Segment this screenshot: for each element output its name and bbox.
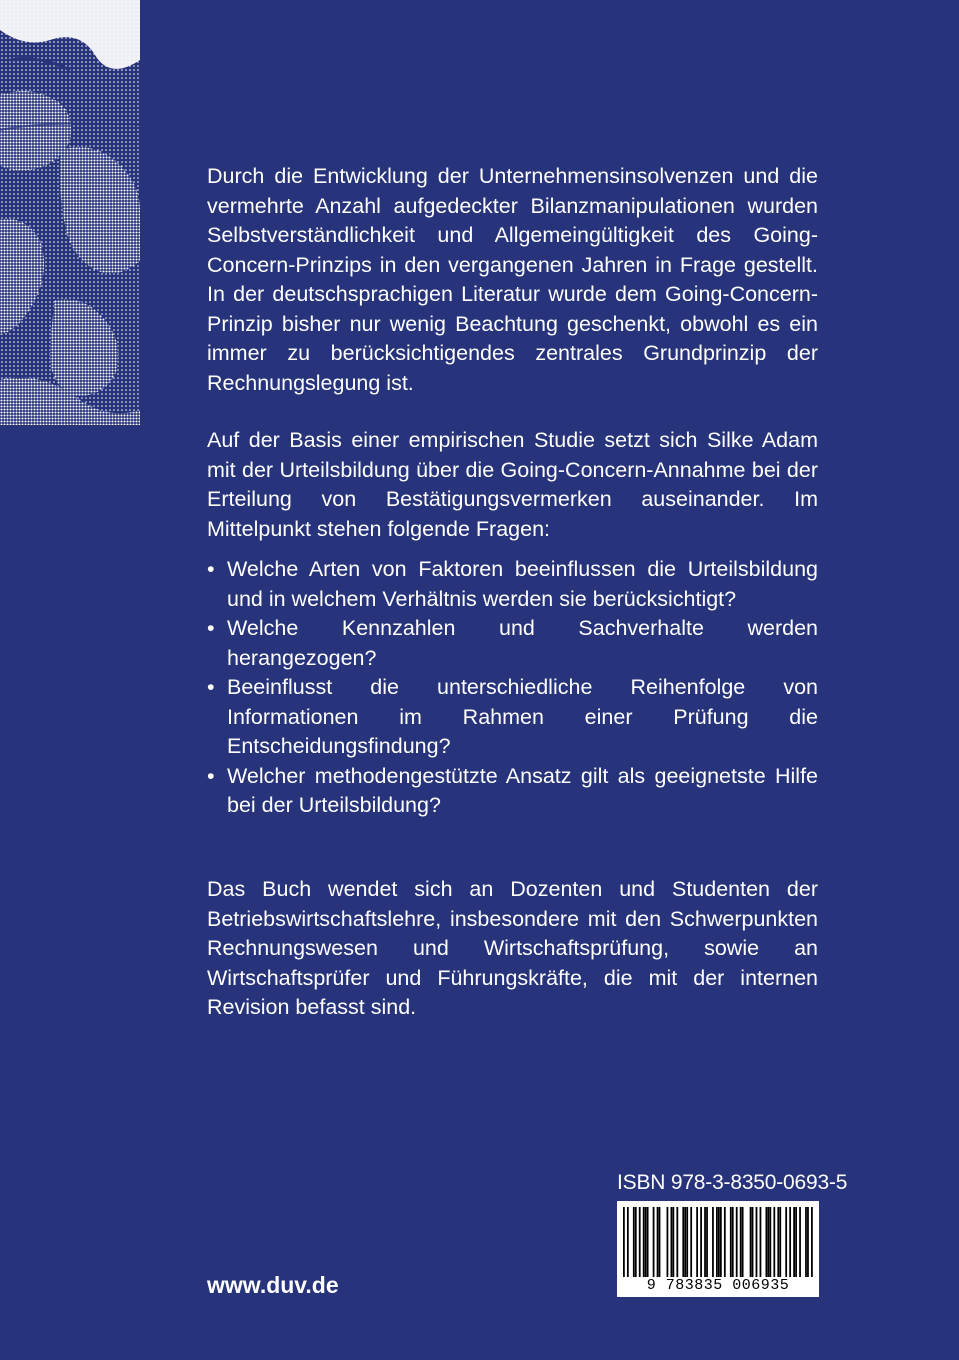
description-paragraph-2: Auf der Basis einer empirischen Studie setzt sich Silke Adam mit der Urteilsbildung über die Going-Concern-Annahme bei der Erteilung von Bestätigungsvermerken auseinander. Im Mittelpunkt stehen folgende Fragen: [207, 428, 818, 541]
publisher-website[interactable]: www.duv.de [207, 1272, 339, 1298]
list-item: • Beeinflusst die unterschiedliche Reihenfolge von Informationen im Rahmen einer Prüfung die Entscheidungsfindung? [207, 673, 818, 762]
list-item: • Welche Kennzahlen und Sachverhalte werden herangezogen? [207, 614, 818, 673]
list-item: • Welcher methodengestützte Ansatz gilt als geeignetste Hilfe bei der Urteilsbildung? [207, 762, 818, 821]
isbn-label: ISBN 978-3-8350-0693-5 [617, 1171, 848, 1194]
barcode-icon [623, 1207, 813, 1277]
globe-illustration [0, 0, 140, 425]
description-paragraph-3: Das Buch wendet sich an Dozenten und Studenten der Betriebswirtschaftslehre, insbesondere mit den Schwerpunkten Rechnungswesen und Wirtschaftsprüfung, sowie an Wirtschaftsprüfer und Führungskräfte, die mit der internen Revision befasst sind. [207, 877, 818, 1019]
question-list [207, 555, 818, 821]
barcode [617, 1201, 819, 1297]
description-paragraph-1: Durch die Entwicklung der Unternehmensinsolvenzen und die vermehrte Anzahl aufgedeckter Bilanzmanipulationen wurden Selbstverständlichkeit und Allgemeingültigkeit des Going-Concern-Prinzips in den vergangenen Jahren in Frage gestellt. In der deutschsprachigen Literatur wurde dem Going-Concern-Prinzip bisher nur wenig Beachtung geschenkt, obwohl es ein immer zu berücksichtigendes zentrales Grundprinzip der Rechnungslegung ist. [207, 164, 818, 395]
list-item: • Welche Arten von Faktoren beeinflussen die Urteilsbildung und in welchem Verhältnis werden sie berücksichtigt? [207, 555, 818, 614]
barcode-digits: 9 783835 006935 [646, 1277, 790, 1294]
